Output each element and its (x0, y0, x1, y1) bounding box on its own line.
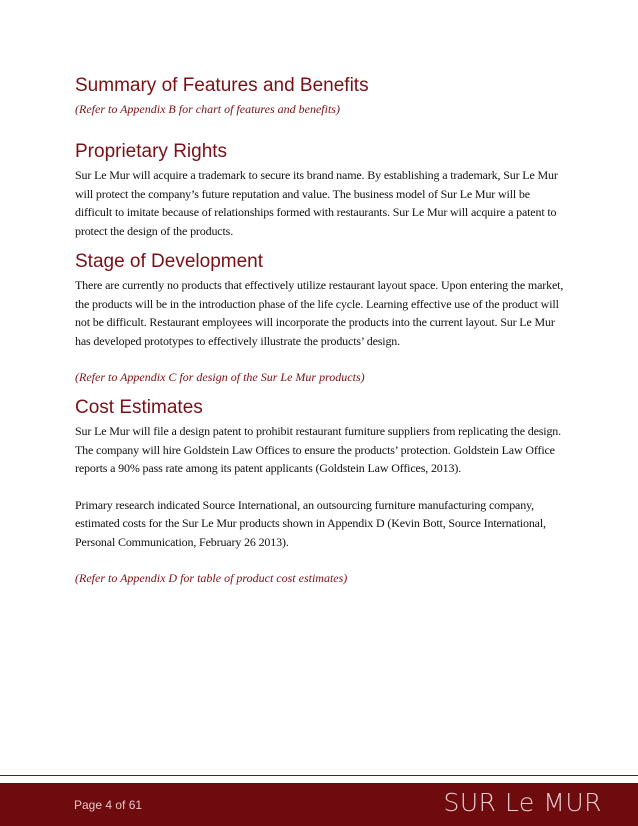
paragraph: There are currently no products that effectively utilize restaurant layout space. Upon entering the market, the products will be in the introduction phase of the life cycle. Learning effective use of the product will not be difficult. Restaurant employees will incorporate the products into the current layout. Sur Le Mur has developed prototypes to effectively illustrate the products’ design. (75, 278, 564, 348)
section-title: Cost Estimates (75, 397, 203, 418)
section-proprietary-rights (75, 140, 567, 240)
footer-divider (0, 775, 638, 776)
section-cost-estimates (75, 396, 567, 587)
section-title: Stage of Development (75, 251, 264, 272)
section-summary (75, 74, 567, 118)
brand-logo: SUR Le MUR (443, 788, 602, 817)
page-footer (0, 783, 638, 826)
appendix-note: (Refer to Appendix C for design of the Sur Le Mur products) (75, 370, 365, 384)
section-stage-of-development (75, 250, 567, 386)
section-title: Proprietary Rights (75, 141, 228, 162)
paragraph: Primary research indicated Source International, an outsourcing furniture manufacturing company, estimated costs for the Sur Le Mur products shown in Appendix D (Kevin Bott, Source International, Personal Communication, February 26 2013). (75, 497, 546, 549)
paragraph: Sur Le Mur will acquire a trademark to secure its brand name. By establishing a trademark, Sur Le Mur will protect the company’s future reputation and value. The business model of Sur Le Mur will be difficult to imitate because of relationships formed with restaurants. Sur Le Mur will acquire a patent to protect the design of the products. (75, 168, 558, 238)
page-content (75, 74, 567, 587)
section-title: Summary of Features and Benefits (75, 75, 369, 96)
appendix-note: (Refer to Appendix D for table of product cost estimates) (75, 571, 348, 585)
paragraph: Sur Le Mur will file a design patent to prohibit restaurant furniture suppliers from replicating the design. The company will hire Goldstein Law Offices to ensure the products’ protection. Goldstein Law Office reports a 90% pass rate among its patent applicants (Goldstein Law Offices, 2013). (75, 424, 562, 475)
appendix-note: (Refer to Appendix B for chart of features and benefits) (75, 102, 340, 116)
page-number: Page 4 of 61 (74, 798, 143, 812)
